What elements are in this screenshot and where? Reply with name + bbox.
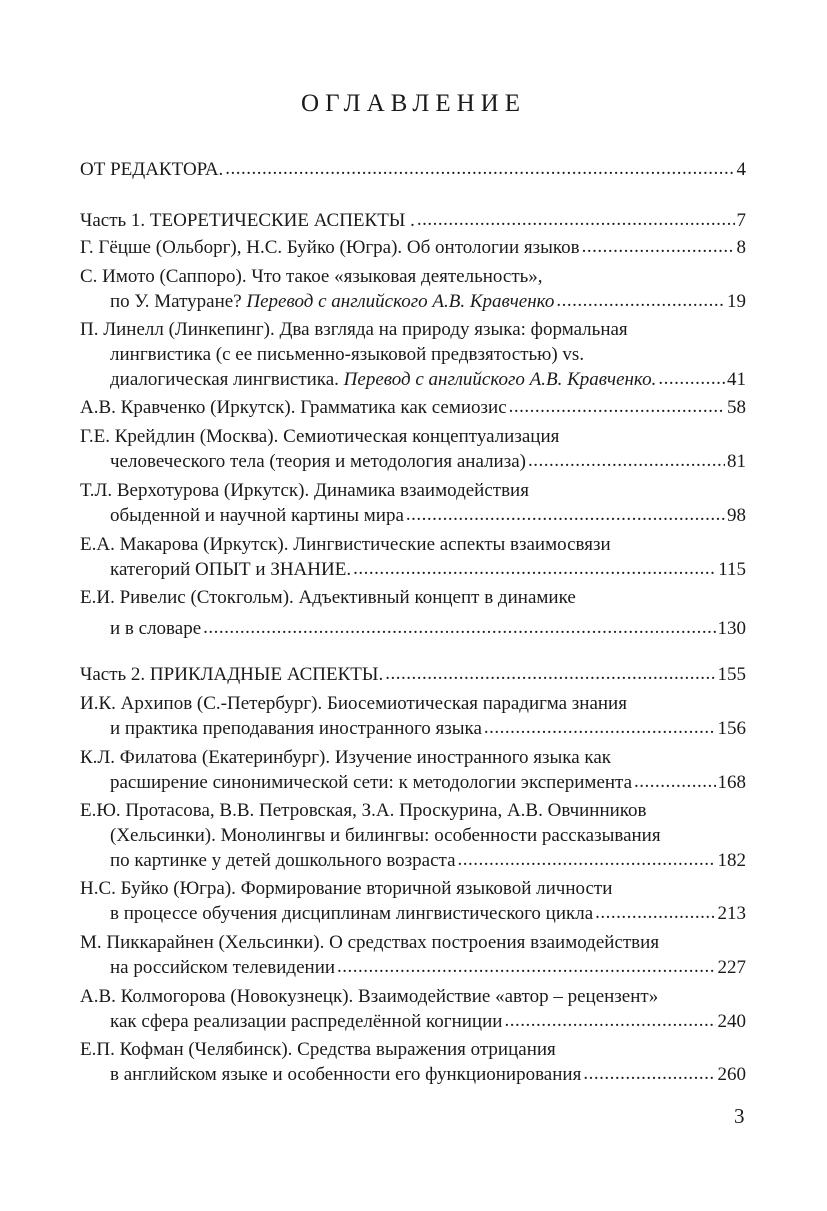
toc-entry-cont[interactable]: на российском телевидении ..... 227 — [110, 956, 746, 980]
toc-entry-cont[interactable]: категорий ОПЫТ и ЗНАНИЕ. ..... 115 — [110, 558, 746, 582]
page-title: ОГЛАВЛЕНИЕ — [301, 90, 526, 117]
page-number: 156 — [717, 718, 746, 739]
toc-entry[interactable]: Е.И. Ривелис (Стокгольм). Адъективный концепт в динамике — [80, 587, 576, 608]
page-number: 227 — [717, 957, 746, 978]
toc-entry-cont[interactable]: расширение синонимической сети: к методологии эксперимента ..... 168 — [110, 771, 746, 795]
toc-entry-cont[interactable]: в процессе обучения дисциплинам лингвистического цикла ..... 213 — [110, 902, 746, 926]
page-number: 115 — [718, 559, 746, 580]
toc-entry-cont: (Хельсинки). Монолингвы и билингвы: особенности рассказывания — [110, 825, 661, 846]
toc-entry-cont[interactable]: как сфера реализации распределённой когниции ..... 240 — [110, 1010, 746, 1034]
toc-entry[interactable]: Е.Ю. Протасова, В.В. Петровская, З.А. Проскурина, А.В. Овчинников — [80, 800, 647, 821]
toc-entry[interactable]: Е.П. Кофман (Челябинск). Средства выражения отрицания — [80, 1039, 556, 1060]
toc-part-2-heading[interactable]: Часть 2. ПРИКЛАДНЫЕ АСПЕКТЫ. ..... 155 — [80, 663, 746, 687]
toc-entry-cont[interactable]: обыденной и научной картины мира ..... 98 — [110, 504, 746, 528]
toc-entry[interactable]: И.К. Архипов (С.-Петербург). Биосемиотическая парадигма знания — [80, 693, 627, 714]
page-number: 240 — [717, 1011, 746, 1032]
page-number: 213 — [717, 903, 746, 924]
page-number: 260 — [717, 1064, 746, 1085]
toc-entry[interactable]: А.В. Кравченко (Иркутск). Грамматика как семиозис ..... 58 — [80, 396, 746, 420]
toc-part-1-heading[interactable]: Часть 1. ТЕОРЕТИЧЕСКИЕ АСПЕКТЫ . ..... 7 — [80, 209, 746, 233]
toc-entry[interactable]: С. Имото (Саппоро). Что такое «языковая деятельность», — [80, 266, 543, 287]
page-number: 7 — [736, 210, 746, 231]
page-number: 81 — [727, 451, 746, 472]
toc-entry[interactable]: Г.Е. Крейдлин (Москва). Семиотическая концептуализация — [80, 426, 560, 447]
toc-entry-cont[interactable]: человеческого тела (теория и методология анализа) ..... 81 — [110, 450, 746, 474]
footer-page-number: 3 — [734, 1104, 745, 1128]
toc-entry[interactable]: П. Линелл (Линкепинг). Два взгляда на природу языка: формальная — [80, 319, 628, 340]
page-number: 155 — [717, 664, 746, 685]
toc-entry-cont[interactable]: по У. Матуране? Перевод с английского А.В. Кравченко ..... 19 — [110, 290, 746, 314]
toc-entry[interactable]: Т.Л. Верхотурова (Иркутск). Динамика взаимодействия — [80, 480, 529, 501]
page-number: 19 — [727, 291, 746, 312]
page-number: 41 — [727, 369, 746, 390]
toc-entry[interactable]: М. Пиккарайнен (Хельсинки). О средствах построения взаимодействия — [80, 932, 660, 953]
toc-entry-cont: лингвистика (с ее письменно-языковой предвзятостью) vs. — [110, 344, 585, 365]
toc-entry[interactable]: А.В. Колмогорова (Новокузнецк). Взаимодействие «автор – рецензент» — [80, 986, 659, 1007]
toc-entry-editor[interactable]: ОТ РЕДАКТОРА. ..... 4 — [80, 158, 746, 182]
toc-entry-cont[interactable]: диалогическая лингвистика. Перевод с английского А.В. Кравченко. ..... 41 — [110, 368, 746, 392]
toc-entry[interactable]: Г. Гёцше (Ольборг), Н.С. Буйко (Югра). Об онтологии языков ..... 8 — [80, 236, 746, 260]
page-number: 182 — [717, 850, 746, 871]
toc-entry-cont[interactable]: и в словаре ..... 130 — [110, 617, 746, 641]
page-number: 168 — [717, 772, 746, 793]
toc-entry[interactable]: Н.С. Буйко (Югра). Формирование вторичной языковой личности — [80, 878, 613, 899]
page-number: 130 — [717, 618, 746, 639]
page-number: 4 — [736, 159, 746, 180]
toc-entry-cont[interactable]: по картинке у детей дошкольного возраста ..... 182 — [110, 849, 746, 873]
toc-entry-cont[interactable]: и практика преподавания иностранного языка ..... 156 — [110, 717, 746, 741]
toc-entry[interactable]: Е.А. Макарова (Иркутск). Лингвистические аспекты взаимосвязи — [80, 534, 611, 555]
page-number: 8 — [736, 237, 746, 258]
page-number: 98 — [727, 505, 746, 526]
page-number: 58 — [727, 397, 746, 418]
toc-entry[interactable]: К.Л. Филатова (Екатеринбург). Изучение иностранного языка как — [80, 747, 612, 768]
toc-entry-cont[interactable]: в английском языке и особенности его функционирования ..... 260 — [110, 1063, 746, 1087]
